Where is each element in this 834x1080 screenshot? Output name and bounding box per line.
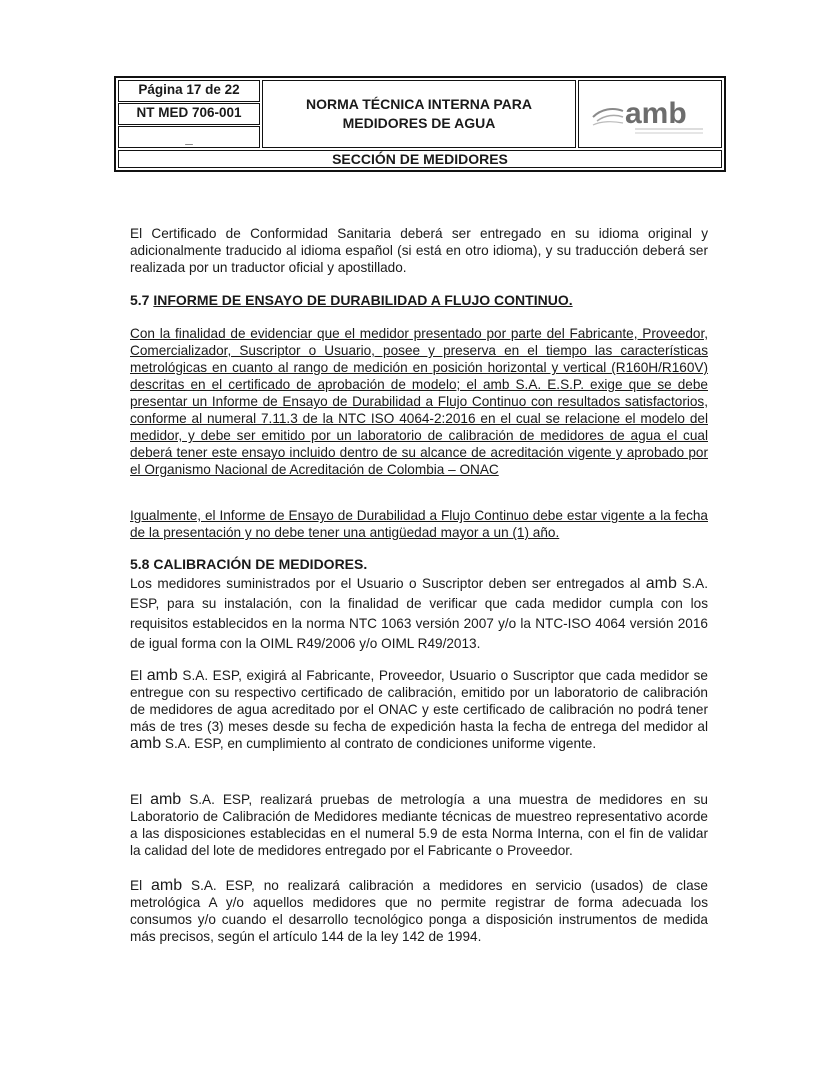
paragraph-calibracion-1: Los medidores suministrados por el Usuario o Suscriptor deben ser entregados al amb S.A. ESP, para su instalación, con la finalidad de verificar que cada medidor cumpla con los requisitos establecidos en la norma NTC 1063 versión 2007 y/o la NTC-ISO 4064 versión 2016 de igual forma con la OIML R49/2006 y/o OIML R49/2013.: [130, 575, 708, 651]
paragraph-certificado: El Certificado de Conformidad Sanitaria deberá ser entregado en su idioma original y adicionalmente traducido al idioma español (si está en otro idioma), y su traducción deberá ser realizada por un traductor oficial y apostillado.: [130, 226, 708, 275]
page-number: Página 17 de 22: [118, 80, 260, 102]
svg-text:amb: amb: [625, 97, 687, 130]
paragraph-no-calibracion: El amb S.A. ESP, no realizará calibración a medidores en servicio (usados) de clase metrológica A y/o aquellos medidores que no permite registrar de forma adecuada los consumos y/o cuando el desarrollo tecnológico ponga a disposición instrumentos de medida más precisos, según el artículo 144 de la ley 142 de 1994.: [130, 877, 708, 944]
paragraph-durabilidad: Con la finalidad de evidenciar que el medidor presentado por parte del Fabricante, Proveedor, Comercializador, Suscriptor o Usuario, posee y preserva en el tiempo las características metrológicas en cuanto al rango de medición en posición horizontal y vertical (R160H/R160V) descritas en el certificado de aprobación de modelo; el amb S.A. E.S.P. exige que se debe presentar un Informe de Ensayo de Durabilidad a Flujo Continuo con resultados satisfactorios, conforme al numeral 7.11.3 de la NTC ISO 4064-2:2016 en el cual se relacione el modelo del medidor, y debe ser emitido por un laboratorio de calibración de medidores de agua el cual deberá tener este ensayo incluido dentro de su alcance de acreditación vigente y aprobado por el Organismo Nacional de Acreditación de Colombia – ONAC: [130, 326, 708, 477]
heading-5-7-title: INFORME DE ENSAYO DE DURABILIDAD A FLUJO CONTINUO.: [153, 292, 573, 308]
header-left-block: [118, 80, 260, 148]
document-title: [262, 80, 576, 148]
heading-5-8: 5.8 CALIBRACIÓN DE MEDIDORES.: [130, 556, 368, 572]
amb-logo-icon: [579, 81, 720, 146]
section-title: SECCIÓN DE MEDIDORES: [118, 150, 722, 168]
title-line-2: MEDIDORES DE AGUA: [342, 115, 496, 131]
document-header: [114, 76, 726, 172]
paragraph-vigencia: Igualmente, el Informe de Ensayo de Durabilidad a Flujo Continuo debe estar vigente a la fecha de la presentación y no debe tener una antigüedad mayor a un (1) año.: [130, 508, 708, 540]
document-code: NT MED 706-001: [118, 103, 260, 125]
amb-inline: amb: [645, 575, 677, 592]
header-blank-cell: _: [118, 126, 260, 148]
title-line-1: NORMA TÉCNICA INTERNA PARA: [305, 96, 533, 112]
heading-5-7-number: 5.7: [130, 292, 154, 308]
amb-inline: amb: [150, 877, 183, 894]
paragraph-pruebas: El amb S.A. ESP, realizará pruebas de metrología a una muestra de medidores en su Laboratorio de Calibración de Medidores mediante técnicas de muestreo representativo acorde a las disposiciones establecidas en el numeral 5.9 de esta Norma Interna, con el fin de validar la calidad del lote de medidores entregado por el Fabricante o Proveedor.: [130, 791, 708, 858]
amb-inline: amb: [150, 791, 182, 808]
amb-inline: amb: [146, 667, 178, 684]
heading-5-7: [130, 292, 573, 308]
amb-logo: [578, 80, 722, 148]
amb-inline: amb: [130, 735, 162, 752]
paragraph-calibracion-2: El amb S.A. ESP, exigirá al Fabricante, Proveedor, Usuario o Suscriptor que cada medidor se entregue con su respectivo certificado de calibración, emitido por un laboratorio de calibración de medidores de agua acreditado por el ONAC y este certificado de calibración no podrá tener más de tres (3) meses desde su fecha de expedición hasta la fecha de entrega del medidor al amb S.A. ESP, en cumplimiento al contrato de condiciones uniforme vigente.: [130, 667, 708, 752]
